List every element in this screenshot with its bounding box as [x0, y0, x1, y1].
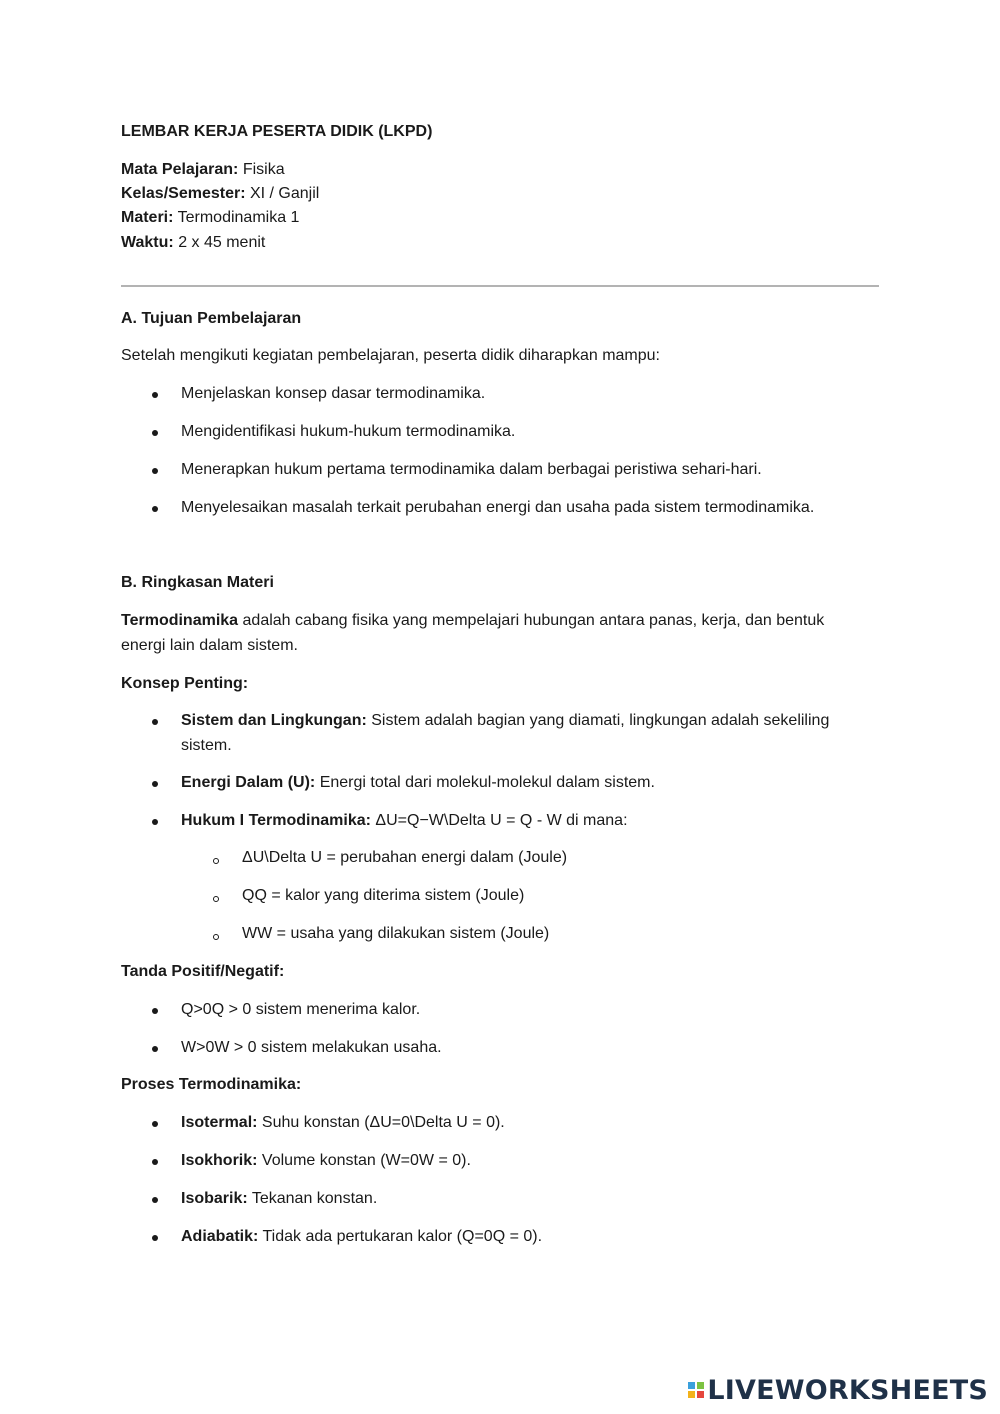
- law-term-item: ΔU\Delta U = perubahan energi dalam (Joule): [242, 849, 568, 866]
- sign-item: Q>0Q > 0 sistem menerima kalor.: [181, 1001, 421, 1018]
- process-text: Suhu konstan (ΔU=0\Delta U = 0).: [261, 1114, 505, 1131]
- process-text: Tidak ada pertukaran kalor (Q=0Q = 0).: [262, 1228, 543, 1245]
- concept-text: ΔU=Q−W\Delta U = Q - W di mana:: [375, 812, 628, 829]
- concept-text: Sistem adalah bagian yang diamati, lingkungan adalah sekeliling sistem.: [181, 712, 830, 754]
- bullet-icon: [152, 819, 158, 825]
- meta-topic-label: Materi:: [121, 209, 174, 226]
- process-item: [181, 1113, 505, 1133]
- divider: [121, 285, 879, 287]
- process-item: [181, 1151, 471, 1171]
- concepts-heading: Konsep Penting:: [121, 675, 249, 692]
- logo-square-1: [688, 1382, 695, 1389]
- concept-item: [181, 811, 628, 831]
- bullet-icon: [152, 1197, 158, 1203]
- meta-topic: [121, 208, 299, 228]
- meta-time-value: 2 x 45 menit: [178, 234, 266, 251]
- sub-bullet-icon: [213, 934, 219, 940]
- process-term: Adiabatik:: [181, 1228, 259, 1245]
- logo-square-2: [697, 1382, 704, 1389]
- logo-square-3: [688, 1391, 695, 1398]
- bullet-icon: [152, 1008, 158, 1014]
- concept-term: Sistem dan Lingkungan:: [181, 712, 367, 729]
- objective-item: Menyelesaikan masalah terkait perubahan energi dan usaha pada sistem termodinamika.: [181, 499, 815, 516]
- process-term: Isokhorik:: [181, 1152, 258, 1169]
- bullet-icon: [152, 1046, 158, 1052]
- meta-topic-value: Termodinamika 1: [177, 209, 300, 226]
- definition-term: Termodinamika: [121, 612, 239, 629]
- meta-class: [121, 184, 319, 204]
- process-term: Isotermal:: [181, 1114, 258, 1131]
- process-text: Tekanan konstan.: [251, 1190, 378, 1207]
- meta-time: [121, 233, 265, 253]
- bullet-icon: [152, 468, 158, 474]
- meta-subject-value: Fisika: [242, 161, 285, 178]
- processes-heading: Proses Termodinamika:: [121, 1076, 302, 1093]
- bullet-icon: [152, 506, 158, 512]
- concept-text: Energi total dari molekul-molekul dalam sistem.: [319, 774, 655, 791]
- section-a-heading: A. Tujuan Pembelajaran: [121, 310, 302, 327]
- signs-heading: Tanda Positif/Negatif:: [121, 963, 285, 980]
- sub-bullet-icon: [213, 896, 219, 902]
- bullet-icon: [152, 1121, 158, 1127]
- section-b-heading: B. Ringkasan Materi: [121, 574, 274, 591]
- objective-item: Menerapkan hukum pertama termodinamika dalam berbagai peristiwa sehari-hari.: [181, 461, 762, 478]
- law-term-item: WW = usaha yang dilakukan sistem (Joule): [242, 925, 550, 942]
- bullet-icon: [152, 392, 158, 398]
- meta-class-label: Kelas/Semester:: [121, 185, 246, 202]
- logo-text: LIVEWORKSHEETS: [707, 1374, 988, 1406]
- meta-subject-label: Mata Pelajaran:: [121, 161, 239, 178]
- process-text: Volume konstan (W=0W = 0).: [261, 1152, 471, 1169]
- concept-item: [181, 708, 861, 758]
- bullet-icon: [152, 1235, 158, 1241]
- concept-term: Hukum I Termodinamika:: [181, 812, 371, 829]
- law-term-item: QQ = kalor yang diterima sistem (Joule): [242, 887, 525, 904]
- concept-term: Energi Dalam (U):: [181, 774, 316, 791]
- bullet-icon: [152, 781, 158, 787]
- meta-class-value: XI / Ganjil: [249, 185, 320, 202]
- document-title: LEMBAR KERJA PESERTA DIDIK (LKPD): [121, 123, 433, 140]
- section-a-intro: Setelah mengikuti kegiatan pembelajaran, peserta didik diharapkan mampu:: [121, 347, 660, 364]
- concept-item: [181, 773, 655, 793]
- sign-item: W>0W > 0 sistem melakukan usaha.: [181, 1039, 442, 1056]
- logo-square-4: [697, 1391, 704, 1398]
- process-item: [181, 1189, 377, 1209]
- objective-item: Menjelaskan konsep dasar termodinamika.: [181, 385, 486, 402]
- logo-mark-icon: [688, 1382, 704, 1398]
- definition-text: adalah cabang fisika yang mempelajari hubungan antara panas, kerja, dan bentuk energi lain dalam sistem.: [121, 612, 825, 654]
- bullet-icon: [152, 1159, 158, 1165]
- liveworksheets-logo[interactable]: [688, 1374, 988, 1406]
- bullet-icon: [152, 719, 158, 725]
- bullet-icon: [152, 430, 158, 436]
- sub-bullet-icon: [213, 858, 219, 864]
- definition-paragraph: [121, 608, 866, 658]
- process-term: Isobarik:: [181, 1190, 248, 1207]
- objective-item: Mengidentifikasi hukum-hukum termodinamika.: [181, 423, 516, 440]
- meta-subject: [121, 160, 285, 180]
- meta-time-label: Waktu:: [121, 234, 174, 251]
- process-item: [181, 1227, 542, 1247]
